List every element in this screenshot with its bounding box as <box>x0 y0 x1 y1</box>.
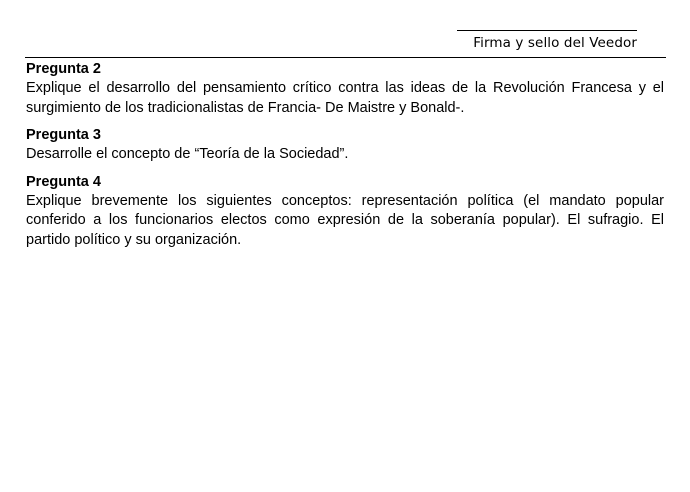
question-title: Pregunta 4 <box>26 173 101 190</box>
question-4 <box>26 173 664 251</box>
question-title: Pregunta 3 <box>26 127 101 143</box>
header-divider <box>25 57 666 58</box>
question-text: Explique el desarrollo del pensamiento crítico contra las ideas de la Revolución Francesa y el surgimiento de los tradicionalistas de Francia- De Maistre y Bonald-. <box>26 80 664 116</box>
signature-line <box>457 10 637 31</box>
question-title: Pregunta 2 <box>26 61 101 77</box>
question-text: Explique brevemente los siguientes conceptos: representación política (el mandato popular conferido a los funcionarios electos como expresión de la soberanía popular). El sufragio. El partido político y su organización. <box>26 192 664 248</box>
question-text: Desarrolle el concepto de “Teoría de la Sociedad”. <box>26 146 349 162</box>
question-3 <box>26 126 664 165</box>
signature-label: Firma y sello del Veedor <box>473 35 637 51</box>
signature-block <box>451 10 637 51</box>
question-2 <box>26 60 664 118</box>
questions-list <box>26 60 664 258</box>
